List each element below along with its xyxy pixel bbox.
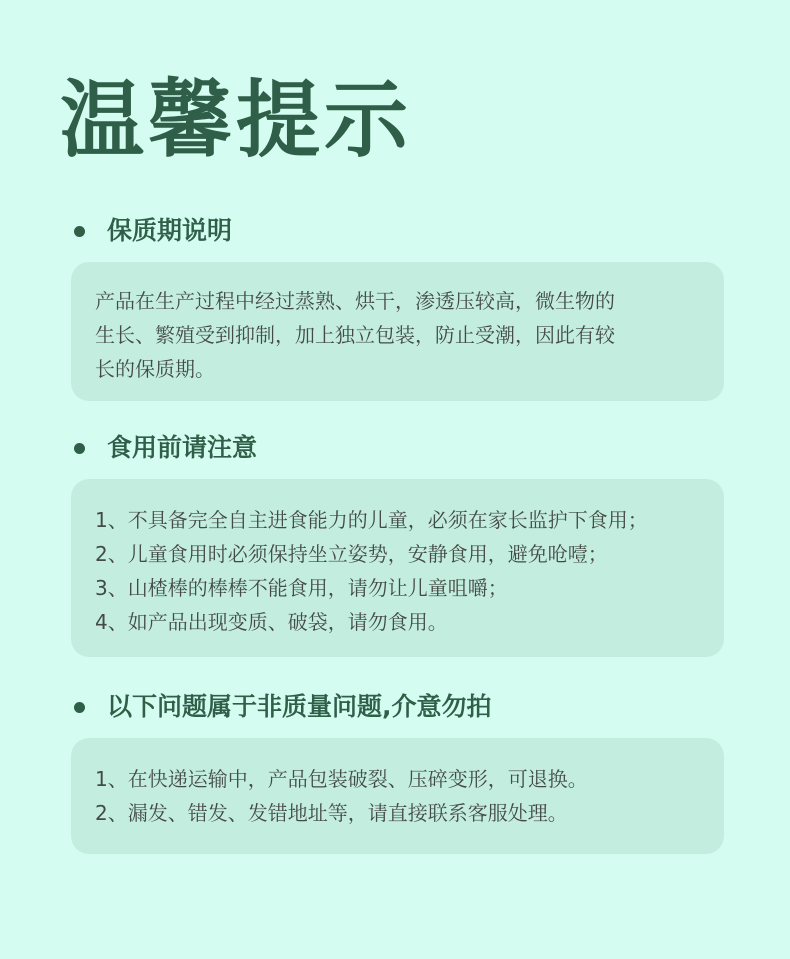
card-line: 长的保质期。	[95, 357, 215, 381]
card-line: 1、在快递运输中，产品包装破裂、压碎变形，可退换。	[95, 767, 588, 791]
section-heading-label: 以下问题属于非质量问题,介意勿拍	[107, 692, 492, 721]
section-heading-non-quality-issues	[74, 690, 492, 724]
bullet-dot-icon	[74, 226, 85, 237]
section-heading-label: 保质期说明	[107, 216, 233, 245]
card-line: 生长、繁殖受到抑制，加上独立包装，防止受潮，因此有较	[95, 323, 615, 347]
section-heading-before-eating	[74, 431, 257, 465]
bullet-dot-icon	[74, 702, 85, 713]
shelf-life-card	[71, 262, 724, 401]
non-quality-issues-card	[71, 738, 724, 854]
section-heading-label: 食用前请注意	[107, 433, 258, 462]
card-line: 2、漏发、错发、发错地址等，请直接联系客服处理。	[95, 801, 568, 825]
page-title: 温馨提示	[60, 71, 413, 169]
card-line: 产品在生产过程中经过蒸熟、烘干，渗透压较高，微生物的	[95, 289, 615, 313]
card-line: 2、儿童食用时必须保持坐立姿势，安静食用，避免呛噎；	[95, 542, 608, 566]
card-line: 4、如产品出现变质、破袋，请勿食用。	[95, 610, 448, 634]
card-line: 3、山楂棒的棒棒不能食用，请勿让儿童咀嚼；	[95, 576, 508, 600]
card-line: 1、不具备完全自主进食能力的儿童，必须在家长监护下食用；	[95, 508, 648, 532]
before-eating-card	[71, 479, 724, 657]
section-heading-shelf-life	[74, 214, 232, 248]
bullet-dot-icon	[74, 443, 85, 454]
